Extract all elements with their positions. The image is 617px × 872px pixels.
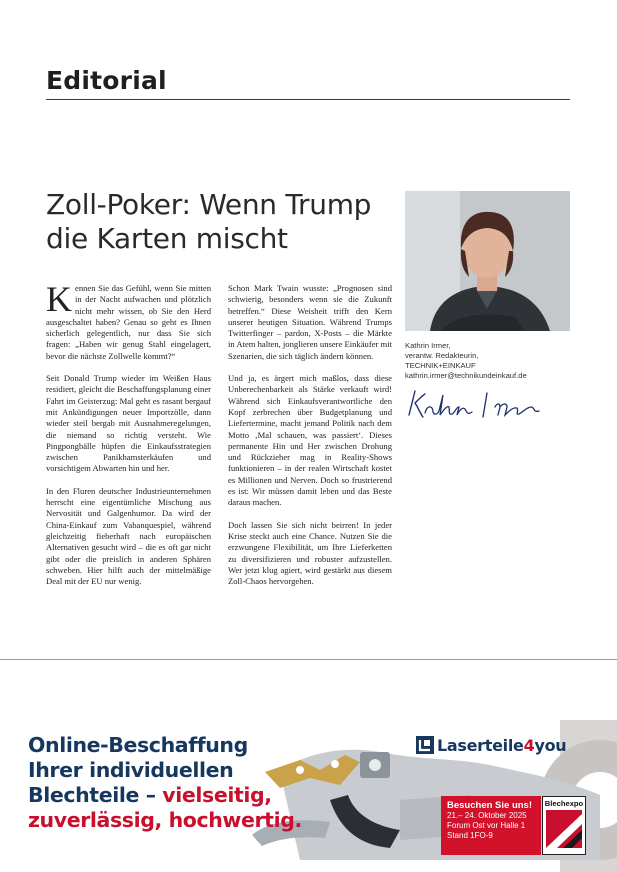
article-column-2 xyxy=(228,283,392,598)
paragraph: Doch lassen Sie sich nicht beirren! In jeder Krise steckt auch eine Chance. Nutzen Sie die erzwungene Flexibilität, um Ihre Lieferketten zu diversifizieren und robuster aufzustellen. Wer jetzt klug agiert, wird gestärkt aus diesem Zoll-Chaos hervorgehen. xyxy=(228,519,392,587)
ad-line-3 xyxy=(28,783,302,808)
ad-line-4: zuverlässig, hochwertig. xyxy=(28,808,302,832)
paragraph: Und ja, es ärgert mich maßlos, dass diese Unberechenbarkeit als Stärke verkauft wird! Während sich Einkaufsverantwortliche den Kopf zerbrechen über Budgetplanung und Liefertermine, macht jemand Politik nach dem Motto ‚Mal schauen, was passiert‘. Dieses permanente Hin und Her zwischen Drohung und Rückzieher mag in Reality-Shows funktionieren – in der realen Wirtschaft kostet es Millionen und Nerven. Doch so frustrierend es ist: Wir müssen damit leben und das Beste daraus machen. xyxy=(228,373,392,508)
ad-line-3-dark: Blechteile – xyxy=(28,783,163,807)
expo-emblem-icon xyxy=(543,808,585,852)
headline-line-1: Zoll-Poker: Wenn Trump xyxy=(46,188,372,221)
drop-cap: K xyxy=(46,279,72,319)
author-email: kathrin.irmer@technikundeinkauf.de xyxy=(405,371,527,380)
event-stand: Stand 1FO-9 xyxy=(447,831,493,840)
portrait-image xyxy=(405,191,570,331)
signature-image xyxy=(405,385,575,425)
brand-name: Laserteile xyxy=(437,736,524,755)
article-column-1 xyxy=(46,279,211,598)
author-photo xyxy=(405,191,570,331)
paragraph: In den Fluren deutscher Industrieunternehmen herrscht eine eigentümliche Mischung aus Nervosität und Galgenhumor. Da wird der China-Einkauf zum Vabanquespiel, während gleichzeitig fieberhaft nach europäischen Alternativen gesucht wird – die es oft gar nicht gibt oder die preislich in anderen Sphären schweben. Hier hilft auch der mittelmäßige Deal mit der EU nur wenig. xyxy=(46,485,211,587)
event-location: Forum Ost vor Halle 1 xyxy=(447,821,526,830)
event-dates: 21.– 24. Oktober 2025 xyxy=(447,811,527,820)
logo-icon xyxy=(416,736,434,754)
paragraph-text: ennen Sie das Gefühl, wenn Sie mitten in der Nacht aufwachen und plötzlich nicht mehr wissen, ob Sie den Herd ausgeschaltet haben? Genau so geht es Ihnen sicherlich gelegentlich, nur dass Sie sich fragen: „Haben wir genug Stahl eingelagert, bevor die nächste Zollwelle kommt?“ xyxy=(46,283,211,361)
section-divider xyxy=(46,99,570,100)
author-info xyxy=(405,341,527,381)
article-headline xyxy=(46,188,396,256)
author-signature xyxy=(405,385,575,425)
event-info-box xyxy=(441,796,541,855)
author-publication: TECHNIK+EINKAUF xyxy=(405,361,476,370)
brand-suffix: you xyxy=(534,736,567,755)
section-title: Editorial xyxy=(46,66,167,95)
brand-logo[interactable] xyxy=(416,736,566,755)
advertisement[interactable] xyxy=(0,660,617,872)
paragraph xyxy=(46,279,211,362)
author-role: verantw. Redakteurin, xyxy=(405,351,479,360)
ad-line-3-red: vielseitig, xyxy=(162,783,272,807)
paragraph: Schon Mark Twain wusste: „Prognosen sind schwierig, besonders wenn sie die Zukunft betreffen.“ Diese Weisheit trifft den Kern unserer heutigen Situation. Während Trumps Twitterfinger – pardon, X-Posts – die Märkte in Atem halten, jonglieren unsere Einkäufer mit Szenarien, die sich täglich ändern können. xyxy=(228,283,392,361)
brand-number: 4 xyxy=(523,736,535,755)
author-name: Kathrin Irmer, xyxy=(405,341,451,350)
paragraph: Seit Donald Trump wieder im Weißen Haus residiert, gleicht die Beschaffungsplanung einer Fahrt im Geisterzug: Mal geht es rasant bergauf mit Ankündigungen neuer Importzölle, dann wieder steil bergab mit Ausnahmeregelungen, die niemand so richtig versteht. Wie Pingpongbälle hüpfen die Einkaufsstrategien zwischen Panikhamsterkäufen und vorsichtigem Abwarten hin und her. xyxy=(46,373,211,474)
expo-logo xyxy=(542,796,586,855)
expo-label: Blechexpo xyxy=(544,799,584,808)
ad-line-1: Online-Beschaffung xyxy=(28,733,248,757)
event-title: Besuchen Sie uns! xyxy=(447,800,532,811)
headline-line-2: die Karten mischt xyxy=(46,222,288,255)
ad-headline xyxy=(28,733,302,833)
ad-line-2: Ihrer individuellen xyxy=(28,758,234,782)
